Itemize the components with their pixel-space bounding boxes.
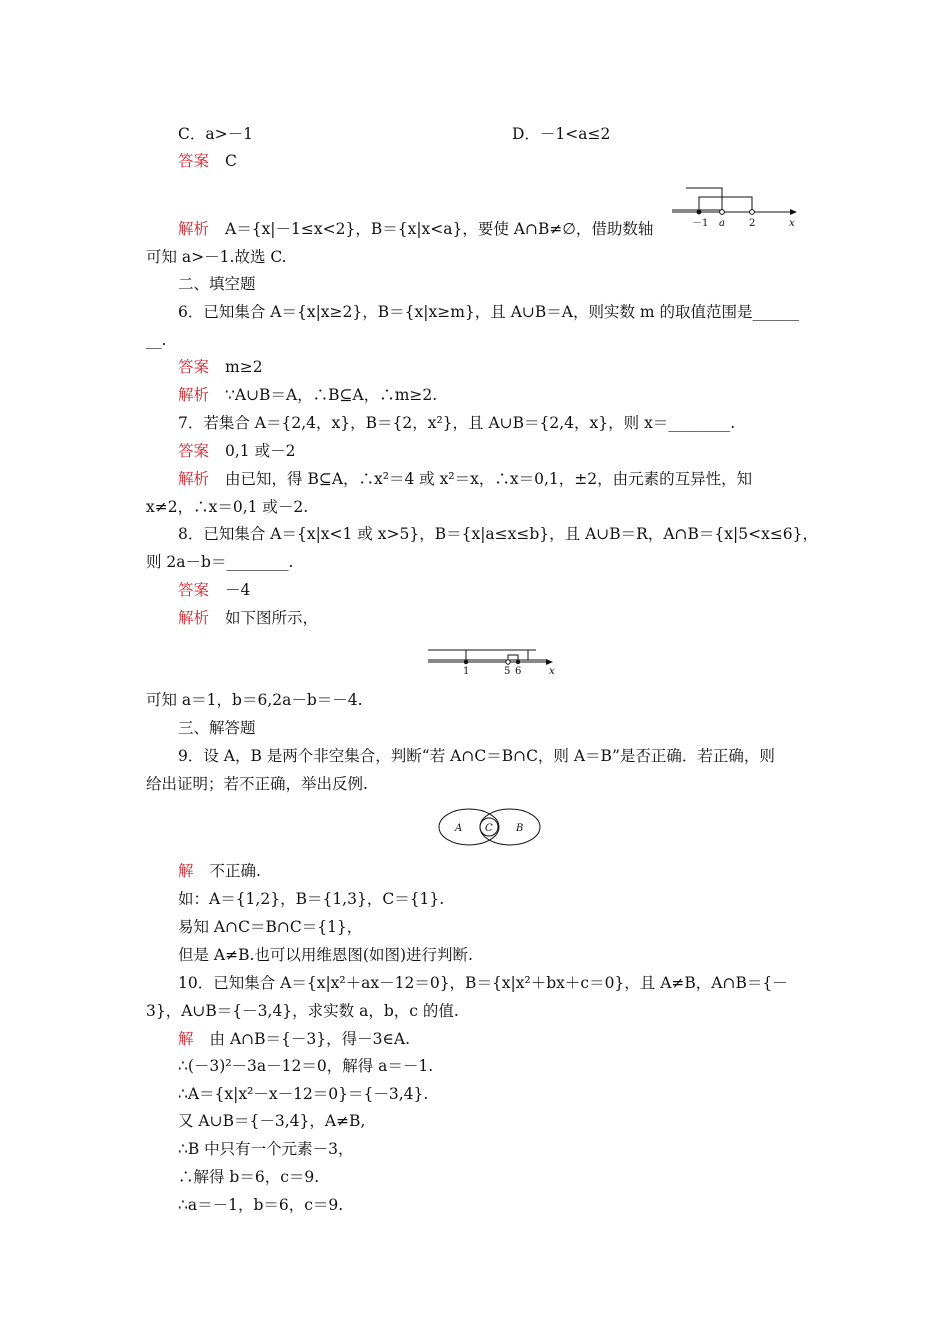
q5-number-line-figure <box>672 185 812 235</box>
venn-label-b: B <box>516 823 524 834</box>
q10-solution <box>178 1029 410 1049</box>
option-d: D．－1<a≤2 <box>512 125 611 143</box>
analysis-text: ∵A∪B＝A，∴B⊆A，∴m≥2. <box>225 386 438 404</box>
q9-solution <box>178 861 261 881</box>
solution-text: 不正确. <box>209 862 261 880</box>
q6-stem: 6．已知集合 A＝{x|x≥2}，B＝{x|x≥m}，且 A∪B＝A，则实数 m 的取值范围是______ <box>178 303 800 321</box>
tick-label: 6 <box>515 666 522 677</box>
analysis-label: 解析 <box>178 609 210 627</box>
q5-answer <box>178 151 237 171</box>
answer-label: 答案 <box>178 358 210 376</box>
q5-analysis-cont: 可知 a>－1.故选 C. <box>146 248 287 266</box>
tick-label: x <box>549 666 555 677</box>
q10-step: ∴A＝{x|x²－x－12＝0}＝{－3,4}. <box>178 1085 429 1103</box>
q9-line: 如：A＝{1,2}，B＝{1,3}，C＝{1}. <box>178 890 445 908</box>
analysis-label: 解析 <box>178 386 210 404</box>
tick-label: a <box>719 218 725 229</box>
section-heading: 二、填空题 <box>178 275 256 293</box>
q9-line: 但是 A≠B.也可以用维恩图(如图)进行判断. <box>178 946 473 964</box>
venn-label-c: C <box>485 823 493 834</box>
q8-stem-cont: 则 2a－b＝________. <box>146 553 294 571</box>
venn-diagram <box>438 806 548 850</box>
q7-answer <box>178 441 295 461</box>
answer-value: C <box>225 152 237 170</box>
tick-label: 5 <box>504 666 511 677</box>
analysis-label: 解析 <box>178 220 210 238</box>
q9-stem: 9．设 A，B 是两个非空集合，判断“若 A∩C＝B∩C，则 A＝B”是否正确．若正确，则 <box>178 747 775 765</box>
analysis-text: 由已知，得 B⊆A，∴x²＝4 或 x²＝x，∴x＝0,1，±2，由元素的互异性，知 <box>225 470 753 488</box>
tick-label: 2 <box>749 218 756 229</box>
q8-stem: 8．已知集合 A＝{x|x<1 或 x>5}，B＝{x|a≤x≤b}，且 A∪B＝R，A∩B＝{x|5<x≤6}， <box>178 525 819 543</box>
q10-step: 又 A∪B＝{－3,4}，A≠B, <box>178 1112 366 1130</box>
q10-stem-cont: 3}，A∪B＝{－3,4}，求实数 a，b，c 的值. <box>146 1002 459 1020</box>
analysis-text: A＝{x|－1≤x<2}，B＝{x|x<a}，要使 A∩B≠∅，借助数轴 <box>225 220 654 238</box>
analysis-text: 如下图所示， <box>225 609 319 627</box>
q10-step: ∴解得 b＝6，c＝9. <box>178 1168 320 1186</box>
section-heading: 三、解答题 <box>178 719 256 737</box>
q7-analysis-cont: x≠2，∴x＝0,1 或－2. <box>146 498 309 516</box>
venn-label-a: A <box>455 823 463 834</box>
answer-value: －4 <box>225 581 251 599</box>
q9-line: 易知 A∩C＝B∩C＝{1}， <box>178 918 363 936</box>
q10-stem: 10．已知集合 A＝{x|x²＋ax－12＝0}，B＝{x|x²＋bx＋c＝0}，且 A≠B，A∩B＝{－ <box>178 974 788 992</box>
answer-value: m≥2 <box>225 358 263 376</box>
q10-step: ∴(－3)²－3a－12＝0，解得 a＝－1. <box>178 1057 434 1075</box>
tick-label: －1 <box>692 218 709 229</box>
q7-analysis <box>178 469 752 489</box>
solution-label: 解 <box>178 862 194 880</box>
q7-stem: 7．若集合 A＝{2,4，x}，B＝{2，x²}，且 A∪B＝{2,4，x}，则 x＝________. <box>178 414 736 432</box>
q8-answer <box>178 580 250 600</box>
q10-step: ∴B 中只有一个元素－3， <box>178 1140 354 1158</box>
answer-label: 答案 <box>178 442 210 460</box>
q6-stem-cont: __. <box>146 331 167 349</box>
tick-label: x <box>789 218 795 229</box>
solution-text: 由 A∩B＝{－3}，得－3∈A. <box>209 1030 411 1048</box>
q10-step: ∴a＝－1，b＝6，c＝9. <box>178 1196 344 1214</box>
q8-number-line-figure <box>428 646 568 676</box>
option-c: C．a>－1 <box>178 125 253 143</box>
analysis-label: 解析 <box>178 470 210 488</box>
q9-stem-cont: 给出证明；若不正确，举出反例. <box>146 775 368 793</box>
q6-analysis <box>178 385 437 405</box>
solution-label: 解 <box>178 1030 194 1048</box>
answer-label: 答案 <box>178 152 210 170</box>
q6-answer <box>178 357 263 377</box>
answer-value: 0,1 或－2 <box>225 442 296 460</box>
tick-label: 1 <box>463 666 470 677</box>
q8-analysis <box>178 608 318 628</box>
q5-analysis <box>178 219 653 239</box>
answer-label: 答案 <box>178 581 210 599</box>
q8-conclusion: 可知 a＝1，b＝6,2a－b＝－4. <box>146 691 363 709</box>
